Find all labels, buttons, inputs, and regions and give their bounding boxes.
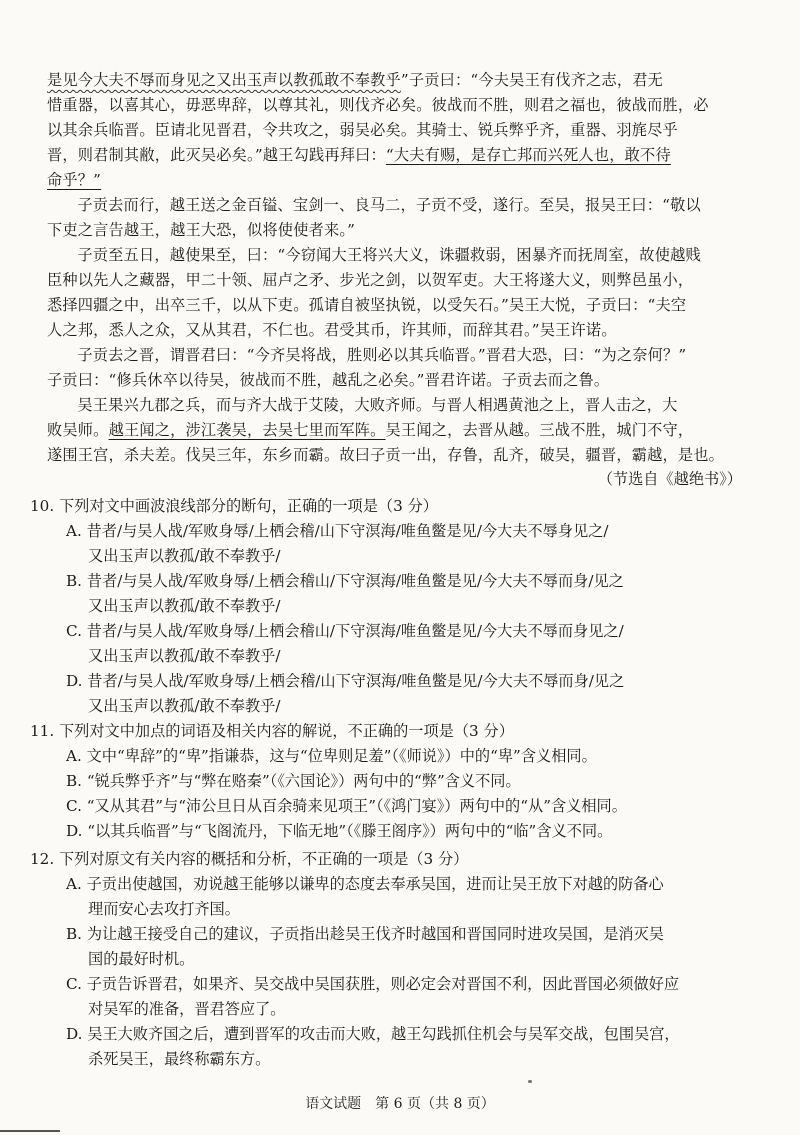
question-11 — [30, 719, 760, 844]
option-d-cont: 又出玉声以教孤/敢不奉教乎/ — [88, 697, 281, 715]
scan-edge-line — [0, 1130, 60, 1132]
passage-source: （节选自《越绝书》） — [597, 470, 742, 488]
option-c[interactable]: C. 子贡告诉晋君，如果齐、吴交战中吴国获胜，则必定会对晋国不利，因此晋国必须做好应 — [66, 975, 680, 993]
passage-line — [47, 168, 747, 193]
option-c-cont: 又出玉声以教孤/敢不奉教乎/ — [88, 647, 281, 665]
passage-line: 子贡曰：“修兵休卒以待吴，彼战而不胜，越乱之必矣。”晋君许诺。子贡去而之鲁。 — [47, 371, 610, 389]
question-stem: 10. 下列对文中画波浪线部分的断句，正确的一项是（3 分） — [30, 497, 438, 515]
passage-line: 悉择四疆之中，出卒三千，以从下吏。孤请自被坚执锐，以受矢石。”吴王大悦，子贡曰：“夫空 — [47, 296, 687, 314]
underlined-text: 越王闻之，涉江袭吴，去吴七里而军阵。 — [108, 421, 386, 439]
question-stem: 12. 下列对原文有关内容的概括和分析，不正确的一项是（3 分） — [30, 850, 469, 868]
passage-line: 是见今大夫不辱而身见之又出玉声以教孤敢不奉教乎”子贡曰：“今夫吴王有伐齐之志，君无 — [47, 71, 664, 89]
page-footer: 语文试题 第 6 页（共 8 页） — [305, 1096, 495, 1112]
passage-line: 败吴师。越王闻之，涉江袭吴，去吴七里而军阵。吴王闻之，去晋从越。三战不胜，城门不守， — [47, 421, 694, 439]
passage-line: 吴王果兴九郡之兵，而与齐大战于艾陵，大败齐师。与晋人相遇黄池之上，晋人击之，大 — [77, 396, 678, 414]
passage — [47, 68, 747, 468]
passage-line: 晋，则君制其敝，此灭吴必矣。”越王勾践再拜曰：“大夫有赐，是存亡邦而兴死人也，敢不待 — [47, 146, 671, 164]
passage-line: 惜重器，以喜其心，毋恶卑辞，以尊其礼，则伐齐必矣。彼战而不胜，则君之福也，彼战而胜，必 — [47, 96, 709, 114]
underlined-text: “大夫有赐，是存亡邦而兴死人也，敢不待 — [385, 146, 671, 164]
option-b-cont: 国的最好时机。 — [88, 950, 195, 968]
passage-line: 下吏之言告越王，越王大恐，似将使使者来。” — [47, 221, 356, 239]
option-b[interactable]: B. “锐兵弊乎齐”与“弊在赂秦”（《六国论》）两句中的“弊”含义不同。 — [66, 772, 521, 790]
option-a[interactable]: A. 昔者/与吴人战/军败身辱/上栖会稽/山下守溟海/唯鱼鳖是见/今大夫不辱身见之/ — [66, 522, 609, 540]
passage-line: 子贡去之晋，谓晋君曰：“今齐吴将战，胜则必以其兵临晋。”晋君大恐，曰：“为之奈何？” — [77, 346, 687, 364]
underlined-text: 命乎？” — [47, 171, 102, 189]
passage-line: 人之邦，悉人之众，又从其君，不仁也。君受其币，许其师，而辞其君。”吴王许诺。 — [47, 321, 617, 339]
option-d[interactable]: D. “以其兵临晋”与“飞阁流丹，下临无地”（《滕王阁序》）两句中的“临”含义不同。 — [66, 822, 613, 840]
option-d[interactable]: D. 昔者/与吴人战/军败身辱/上栖会稽/山下守溟海/唯鱼鳖是见/今大夫不辱而身/见之 — [66, 672, 625, 690]
option-b-cont: 又出玉声以教孤/敢不奉教乎/ — [88, 597, 281, 615]
passage-line: 臣种以先人之藏器，甲二十领、屈卢之矛、步光之剑，以贺军吏。大王将遂大义，则弊邑虽小， — [47, 271, 694, 289]
option-c[interactable]: C. “又从其君”与“沛公旦日从百余骑来见项王”（《鸿门宴》）两句中的“从”含义相同。 — [66, 797, 627, 815]
option-c-cont: 对吴军的准备，晋君答应了。 — [88, 1000, 286, 1018]
option-c[interactable]: C. 昔者/与吴人战/军败身辱/上栖会稽山/下守溟海/唯鱼鳖是见/今大夫不辱而身见之/ — [66, 622, 624, 640]
passage-line: 遂围王宫，杀夫差。伐吴三年，东乡而霸。故曰子贡一出，存鲁，乱齐，破吴，疆晋，霸越，是也。 — [47, 446, 725, 464]
wavy-underlined-text: 是见今大夫不辱而身见之又出玉声以教孤敢不奉教乎 — [47, 71, 401, 89]
option-d-cont: 杀死吴王，最终称霸东方。 — [88, 1050, 271, 1068]
option-a[interactable]: A. 文中“卑辞”的“卑”指谦恭，这与“位卑则足羞”（《师说》）中的“卑”含义相同。 — [66, 747, 597, 765]
option-b[interactable]: B. 昔者/与吴人战/军败身辱/上栖会稽山/下守溟海/唯鱼鳖是见/今大夫不辱而身/见之 — [66, 572, 624, 590]
passage-line: 子贡去而行，越王送之金百镒、宝剑一、良马二，子贡不受，遂行。至吴，报吴王曰：“敬以 — [77, 196, 701, 214]
question-stem: 11. 下列对文中加点的词语及相关内容的解说，不正确的一项是（3 分） — [30, 722, 514, 740]
option-d[interactable]: D. 吴王大败齐国之后，遭到晋军的攻击而大败，越王勾践抓住机会与吴军交战，包围吴宫， — [66, 1025, 680, 1043]
option-a-cont: 又出玉声以教孤/敢不奉教乎/ — [88, 547, 281, 565]
option-a[interactable]: A. 子贡出使越国，劝说越王能够以谦卑的态度去奉承吴国，进而让吴王放下对越的防备心 — [66, 875, 664, 893]
option-b[interactable]: B. 为让越王接受自己的建议，子贡指出趁吴王伐齐时越国和晋国同时进攻吴国，是消灭吴 — [66, 925, 664, 943]
question-12 — [30, 847, 760, 1072]
question-10 — [30, 494, 760, 719]
passage-line: 以其余兵临晋。臣请北见晋君，令共攻之，弱吴必矣。其骑士、锐兵弊乎齐，重器、羽旄尽乎 — [47, 121, 678, 139]
speck-mark — [528, 1080, 532, 1083]
option-a-cont: 理而安心去攻打齐国。 — [88, 900, 240, 918]
passage-line: 子贡至五日，越使果至，曰：“今窃闻大王将兴大义，诛疆救弱，困暴齐而抚周室，故使越贱 — [77, 246, 701, 264]
